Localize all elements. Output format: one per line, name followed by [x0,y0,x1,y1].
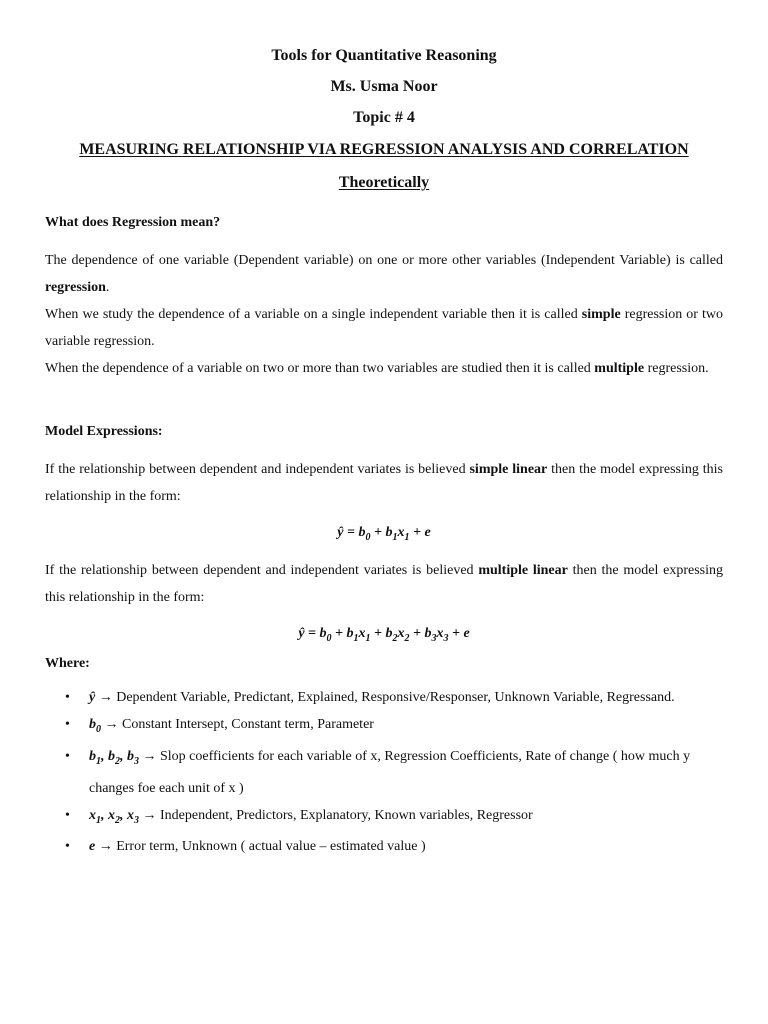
symbol: x [89,807,96,823]
bullet-icon: • [65,717,70,732]
list-item [45,684,725,711]
symbol: , x [120,807,134,823]
text: If the relationship between dependent and independent variates is believed [45,462,470,477]
document-title: MEASURING RELATIONSHIP VIA REGRESSION ANALYSIS AND CORRELATION [79,141,689,158]
bullet-icon: • [65,807,70,823]
eq-sub: 3 [431,632,437,644]
text: When we study the dependence of a variable on a single independent variable then it is called [45,307,582,322]
paragraph-definition [45,247,723,382]
symbol: e [89,839,96,855]
symbol-sub: 1 [96,755,101,767]
eq-part: + b [370,525,393,540]
eq-part: x [436,626,444,641]
definition-text: → Independent, Predictors, Explanatory, Known variables, Regressor [139,807,533,823]
eq-part: x [397,525,405,540]
symbol-sub: 1 [96,814,101,826]
eq-sub: 3 [443,632,449,644]
text: . [105,280,110,295]
eq-sub: 1 [392,531,398,543]
document-subtitle: Theoretically [338,174,430,191]
section-heading-model: Model Expressions: [45,424,163,439]
symbol: b [89,717,96,732]
eq-part: ŷ = b [337,525,366,540]
list-item [45,743,725,802]
symbol: , x [101,807,115,823]
list-item [45,711,725,743]
definition-text: → Error term, Unknown ( actual value – estimated value ) [95,839,426,855]
eq-part: + b [409,626,432,641]
definition-text: → Dependent Variable, Predictant, Explained, Responsive/Responser, Unknown Variable, Regressand. [95,690,675,705]
course-title: Tools for Quantitative Reasoning [271,47,497,64]
eq-sub: 0 [365,531,371,543]
eq-sub: 1 [353,632,359,644]
text: The dependence of one variable (Dependent variable) on one or more other variables (Independent Variable) is called [45,253,723,268]
definitions-list [45,684,725,860]
eq-part: x [358,626,366,641]
list-item [45,802,725,834]
equation-simple [0,525,768,543]
eq-sub: 2 [392,632,398,644]
equation-multiple [0,626,768,644]
bold-term: multiple [594,361,645,376]
where-heading: Where: [45,656,90,671]
instructor-name: Ms. Usma Noor [330,78,438,95]
text: When the dependence of a variable on two or more than two variables are studied then it is called [45,361,595,376]
text: regression. [644,361,709,376]
eq-sub: 2 [404,632,410,644]
bullet-icon: • [65,748,70,764]
bold-term: regression [45,280,106,295]
text: then the model expressing this relationship in the form: [45,563,724,605]
eq-sub: 1 [404,531,410,543]
bullet-icon: • [65,690,70,705]
eq-part: + e [409,525,431,540]
bold-term: simple [581,307,621,322]
eq-sub: 0 [326,632,332,644]
symbol-sub: 3 [134,814,139,826]
text: regression or two variable regression. [45,307,724,349]
symbol: b [89,748,96,764]
symbol-sub: 0 [96,723,101,735]
paragraph-multiple-linear [45,557,723,611]
text: If the relationship between dependent and independent variates is believed [45,563,479,578]
bullet-icon: • [65,839,70,855]
text: then the model expressing this relationship in the form: [45,462,723,504]
definition-text: → Constant Intersept, Constant term, Parameter [101,717,374,732]
symbol: , b [101,748,115,764]
paragraph-simple-linear [45,456,723,510]
eq-part: + e [448,626,470,641]
definition-text: → Slop coefficients for each variable of x, Regression Coefficients, Rate of change ( how much y changes foe each unit of x ) [89,748,691,796]
eq-part: + b [331,626,354,641]
symbol-sub: 3 [134,755,139,767]
eq-part: ŷ = b [298,626,327,641]
symbol-sub: 2 [115,755,120,767]
eq-part: + b [370,626,393,641]
list-item [45,833,725,860]
symbol: , b [120,748,134,764]
symbol: ŷ [89,690,96,705]
section-heading-regression: What does Regression mean? [45,215,221,230]
symbol-sub: 2 [115,814,120,826]
topic-number: Topic # 4 [353,109,415,126]
bold-term: multiple linear [478,563,568,578]
bold-term: simple linear [469,462,548,477]
eq-part: x [397,626,405,641]
eq-sub: 1 [365,632,371,644]
